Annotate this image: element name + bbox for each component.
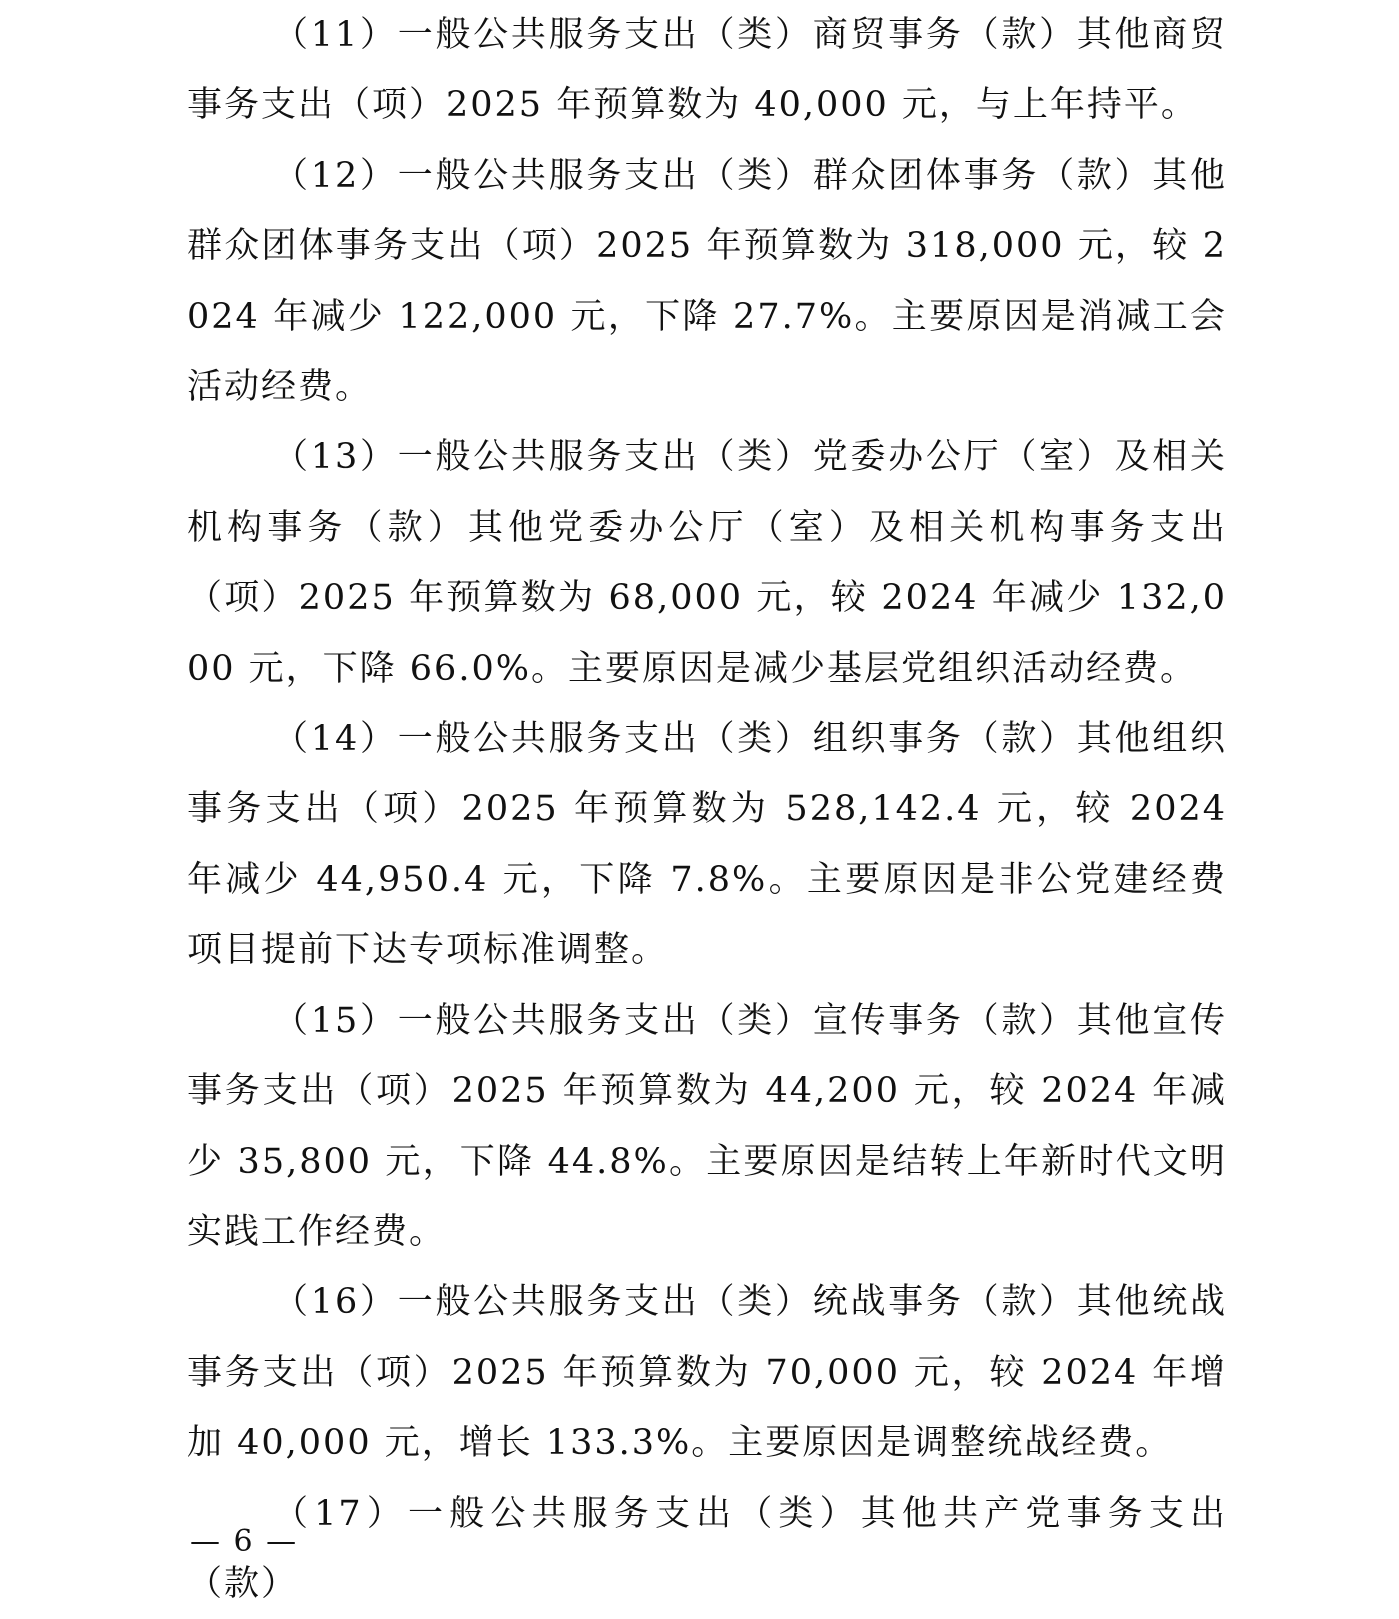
document-body: [187, 0, 1227, 1619]
page-number: — 6 —: [190, 1524, 299, 1559]
paragraph-item-14: （14）一般公共服务支出（类）组织事务（款）其他组织事务支出（项）2025 年预算数为 528,142.4 元，较 2024 年减少 44,950.4 元，下降 7.8%。主要原因是非公党建经费项目提前下达专项标准调整。: [187, 719, 1227, 971]
paragraph-item-11: （11）一般公共服务支出（类）商贸事务（款）其他商贸事务支出（项）2025 年预算数为 40,000 元，与上年持平。: [187, 15, 1227, 126]
paragraph-item-15: （15）一般公共服务支出（类）宣传事务（款）其他宣传事务支出（项）2025 年预算数为 44,200 元，较 2024 年减少 35,800 元，下降 44.8%。主要原因是结转上年新时代文明实践工作经费。: [187, 1000, 1227, 1252]
paragraph-item-13: （13）一般公共服务支出（类）党委办公厅（室）及相关机构事务（款）其他党委办公厅（室）及相关机构事务支出（项）2025 年预算数为 68,000 元，较 2024 年减少 132,000 元，下降 66.0%。主要原因是减少基层党组织活动经费。: [187, 437, 1227, 689]
paragraph-item-12: （12）一般公共服务支出（类）群众团体事务（款）其他群众团体事务支出（项）2025 年预算数为 318,000 元，较 2024 年减少 122,000 元，下降 27.7%。主要原因是消减工会活动经费。: [187, 155, 1227, 408]
paragraph-item-16: （16）一般公共服务支出（类）统战事务（款）其他统战事务支出（项）2025 年预算数为 70,000 元，较 2024 年增加 40,000 元，增长 133.3%。主要原因是调整统战经费。: [187, 1282, 1227, 1464]
paragraph-item-17: （17）一般公共服务支出（类）其他共产党事务支出（款）: [187, 1493, 1227, 1604]
